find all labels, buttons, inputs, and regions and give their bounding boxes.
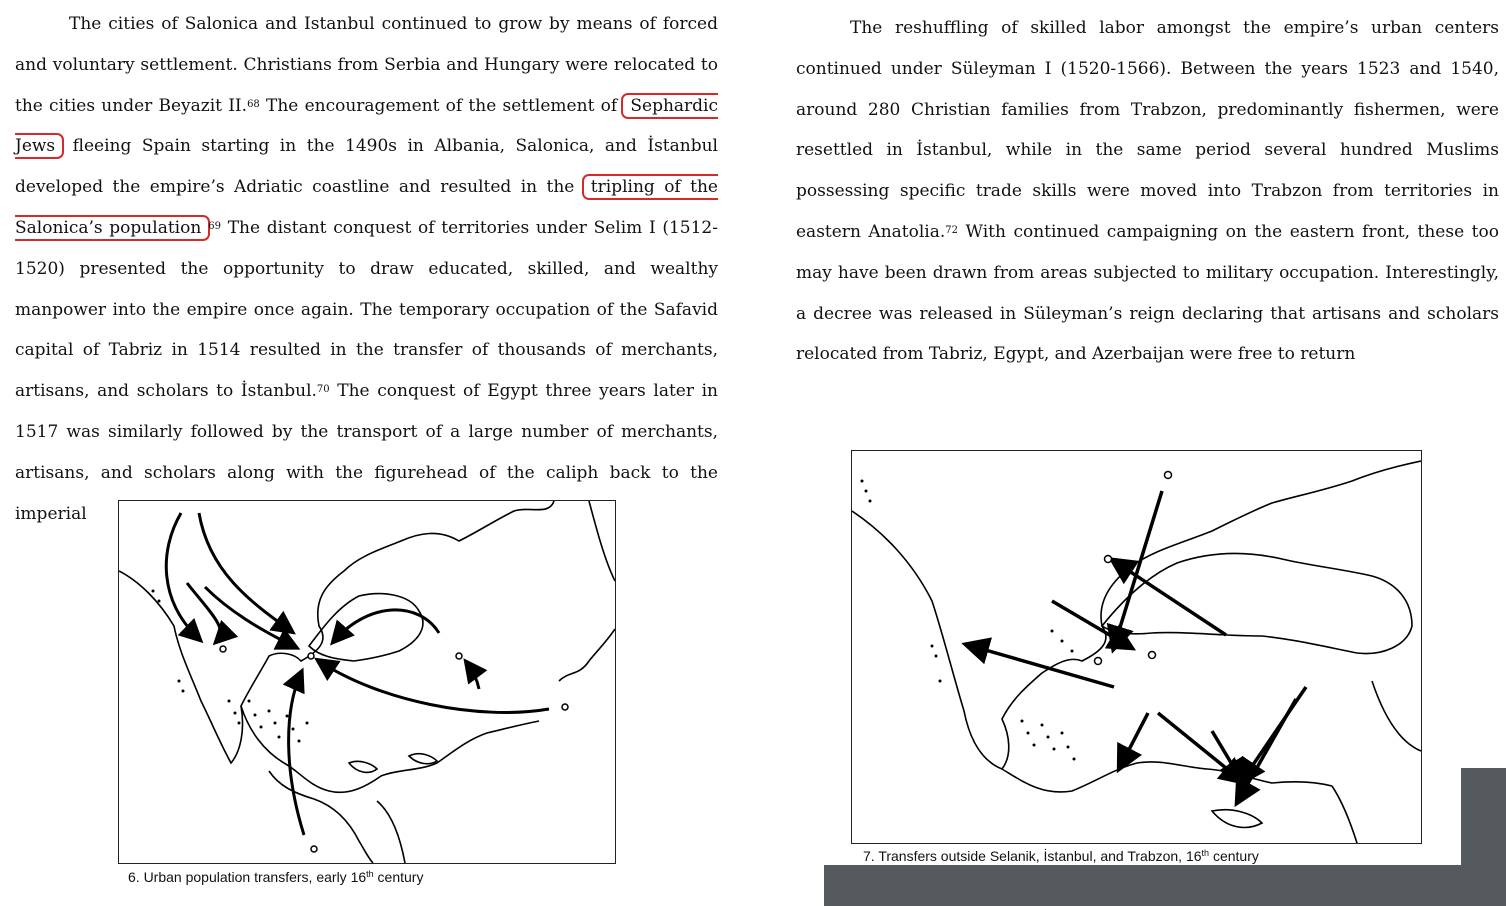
gray-overlay-bottom <box>824 865 1506 906</box>
left-sentence-3: The distant conquest of territories under Selim I (1512-1520) presented the opportunity to draw educated, skilled, and wealthy manpower into the empire once again. The temporary occupation of the Safavid capital of Tabriz in 1514 resulted in the transfer of thousands of merchants, artisans, and scholars to İstanbul. <box>15 217 718 402</box>
city-markers <box>220 646 568 852</box>
coastlines <box>852 461 1421 843</box>
coastlines <box>119 501 615 863</box>
left-sentence-1: The cities of Salonica and Istanbul continued to grow by means of forced and voluntary settlement. Christians from Serbia and Hungary were relocated to the cities under Beyazit II. <box>15 14 718 116</box>
footnote-ref-68: 68 <box>247 98 260 110</box>
figure-6-caption-sup: th <box>366 869 374 879</box>
footnote-ref-72: 72 <box>945 224 958 236</box>
highlight-tripling-population: tripling of the Salonica’s population <box>15 174 718 241</box>
left-sentence-2a: The encouragement of the settlement of <box>259 95 624 116</box>
left-column-text <box>15 4 718 534</box>
footnote-ref-69: 69 <box>208 220 222 232</box>
figure-6-caption-text: 6. Urban population transfers, early 16 <box>128 869 367 885</box>
right-sentence-1: The reshuffling of skilled labor amongst the empire’s urban centers continued under Süleyman I (1520-1566). Between the years 1523 and 1540, around 280 Christian families from Trabzon, predominantly fishermen, were resettled in İstanbul, while in the same period several hundred Muslims possessing specific trade skills were moved into Trabzon from territories in eastern Anatolia. <box>796 18 1499 242</box>
right-paragraph <box>796 8 1499 375</box>
left-paragraph <box>15 4 718 534</box>
islands <box>152 590 309 743</box>
figure-7-map <box>851 450 1422 844</box>
figure-6-caption <box>128 869 423 885</box>
left-sentence-2b: fleeing Spain starting in the 1490s in Albania, Salonica, and İstanbul developed the empire’s Adriatic coastline and resulted in the <box>15 136 718 198</box>
figure-6-map <box>118 500 616 864</box>
right-column-text <box>796 8 1499 375</box>
figure-6-map-drawing <box>119 501 615 863</box>
highlight-sephardic-jews: Sephardic Jews <box>15 93 718 160</box>
transfer-arrows <box>968 491 1306 801</box>
figure-7-caption-tail: century <box>1209 848 1259 864</box>
left-sentence-4: The conquest of Egypt three years later in 1517 was similarly followed by the transport of a large number of merchants, artisans, and scholars along with the figurehead of the caliph back to the imperial <box>15 381 718 524</box>
figure-7-caption-text: 7. Transfers outside Selanik, İstanbul, and Trabzon, 16 <box>863 848 1202 864</box>
figure-7-caption-sup: th <box>1201 848 1210 858</box>
right-sentence-2: With continued campaigning on the eastern front, these too may have been drawn from areas subjected to military occupation. Interestingly, a decree was released in Süleyman’s reign declaring that artisans and scholars relocated from Tabriz, Egypt, and Azerbaijan were free to return <box>796 221 1499 365</box>
figure-6-caption-tail: century <box>373 869 424 885</box>
figure-7-caption <box>863 848 1259 864</box>
islands <box>861 480 1076 761</box>
footnote-ref-70: 70 <box>316 384 330 396</box>
figure-7-map-drawing <box>852 451 1421 843</box>
